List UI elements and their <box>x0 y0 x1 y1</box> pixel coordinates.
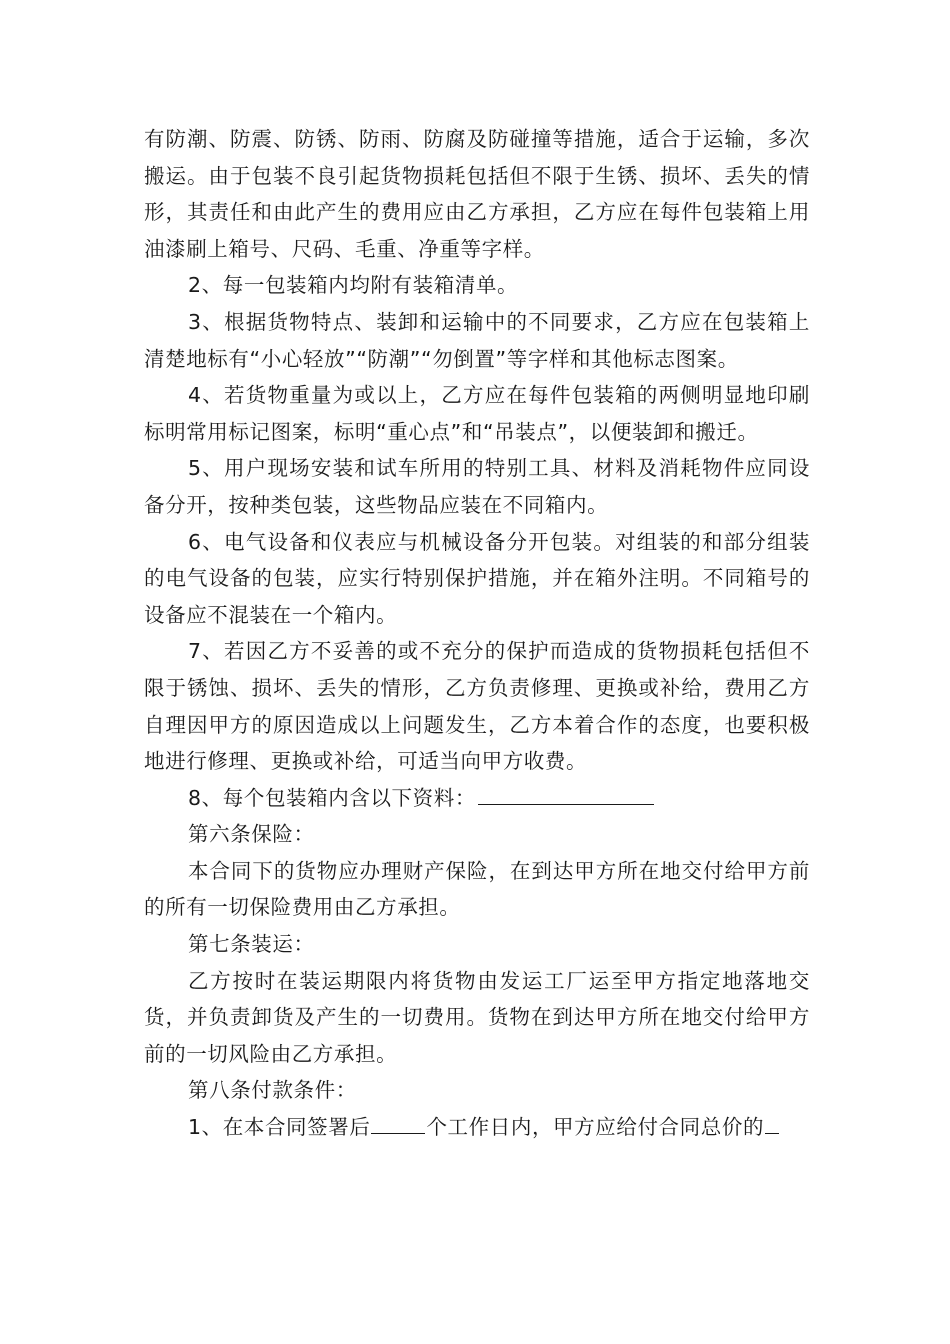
payment-text-part1: 1、在本合同签署后 <box>188 1115 371 1140</box>
paragraph-shipment: 乙方按时在装运期限内将货物由发运工厂运至甲方指定地落地交货，并负责卸货及产生的一切费用。货物在到达甲方所在地交付给甲方前的一切风险由乙方承担。 <box>144 968 810 1066</box>
payment-text-part2: 个工作日内，甲方应给付合同总价的 <box>426 1115 765 1140</box>
paragraph-item-5: 5、用户现场安装和试车所用的特别工具、材料及消耗物件应同设备分开，按种类包装，这些物品应装在不同箱内。 <box>144 456 810 517</box>
paragraph-item-6: 6、电气设备和仪表应与机械设备分开包装。对组装的和部分组装的电气设备的包装，应实行特别保护措施，并在箱外注明。不同箱号的设备应不混装在一个箱内。 <box>144 529 810 627</box>
paragraph-item-3: 3、根据货物特点、装卸和运输中的不同要求，乙方应在包装箱上清楚地标有“小心轻放”“防潮”“勿倒置”等字样和其他标志图案。 <box>144 309 810 371</box>
heading-article-6: 第六条保险： <box>188 822 315 847</box>
fill-in-blank <box>765 1111 779 1134</box>
paragraph-packaging-continued: 有防潮、防震、防锈、防雨、防腐及防碰撞等措施，适合于运输，多次搬运。由于包装不良引起货物损耗包括但不限于生锈、损坏、丢失的情形，其责任和由此产生的费用应由乙方承担，乙方应在每件包装箱上用油漆刷上箱号、尺码、毛重、净重等字样。 <box>144 127 810 261</box>
paragraph-payment-item-1 <box>144 1109 810 1146</box>
paragraph-insurance: 本合同下的货物应办理财产保险，在到达甲方所在地交付给甲方前的所有一切保险费用由乙方承担。 <box>144 858 810 920</box>
item-8-text: 8、每个包装箱内含以下资料： <box>188 785 476 810</box>
paragraph-item-8 <box>144 780 810 817</box>
paragraph-item-2: 2、每一包装箱内均附有装箱清单。 <box>188 273 519 298</box>
heading-article-7: 第七条装运： <box>188 932 315 957</box>
document-body <box>144 121 810 1146</box>
heading-article-8: 第八条付款条件： <box>188 1078 357 1103</box>
fill-in-blank <box>478 782 654 805</box>
fill-in-blank <box>371 1111 425 1134</box>
paragraph-item-4: 4、若货物重量为或以上，乙方应在每件包装箱的两侧明显地印刷标明常用标记图案，标明“重心点”和“吊装点”，以便装卸和搬迁。 <box>144 383 810 444</box>
paragraph-item-7: 7、若因乙方不妥善的或不充分的保护而造成的货物损耗包括但不限于锈蚀、损坏、丢失的情形，乙方负责修理、更换或补给，费用乙方自理因甲方的原因造成以上问题发生，乙方本着合作的态度，也要积极地进行修理、更换或补给，可适当向甲方收费。 <box>144 639 810 774</box>
